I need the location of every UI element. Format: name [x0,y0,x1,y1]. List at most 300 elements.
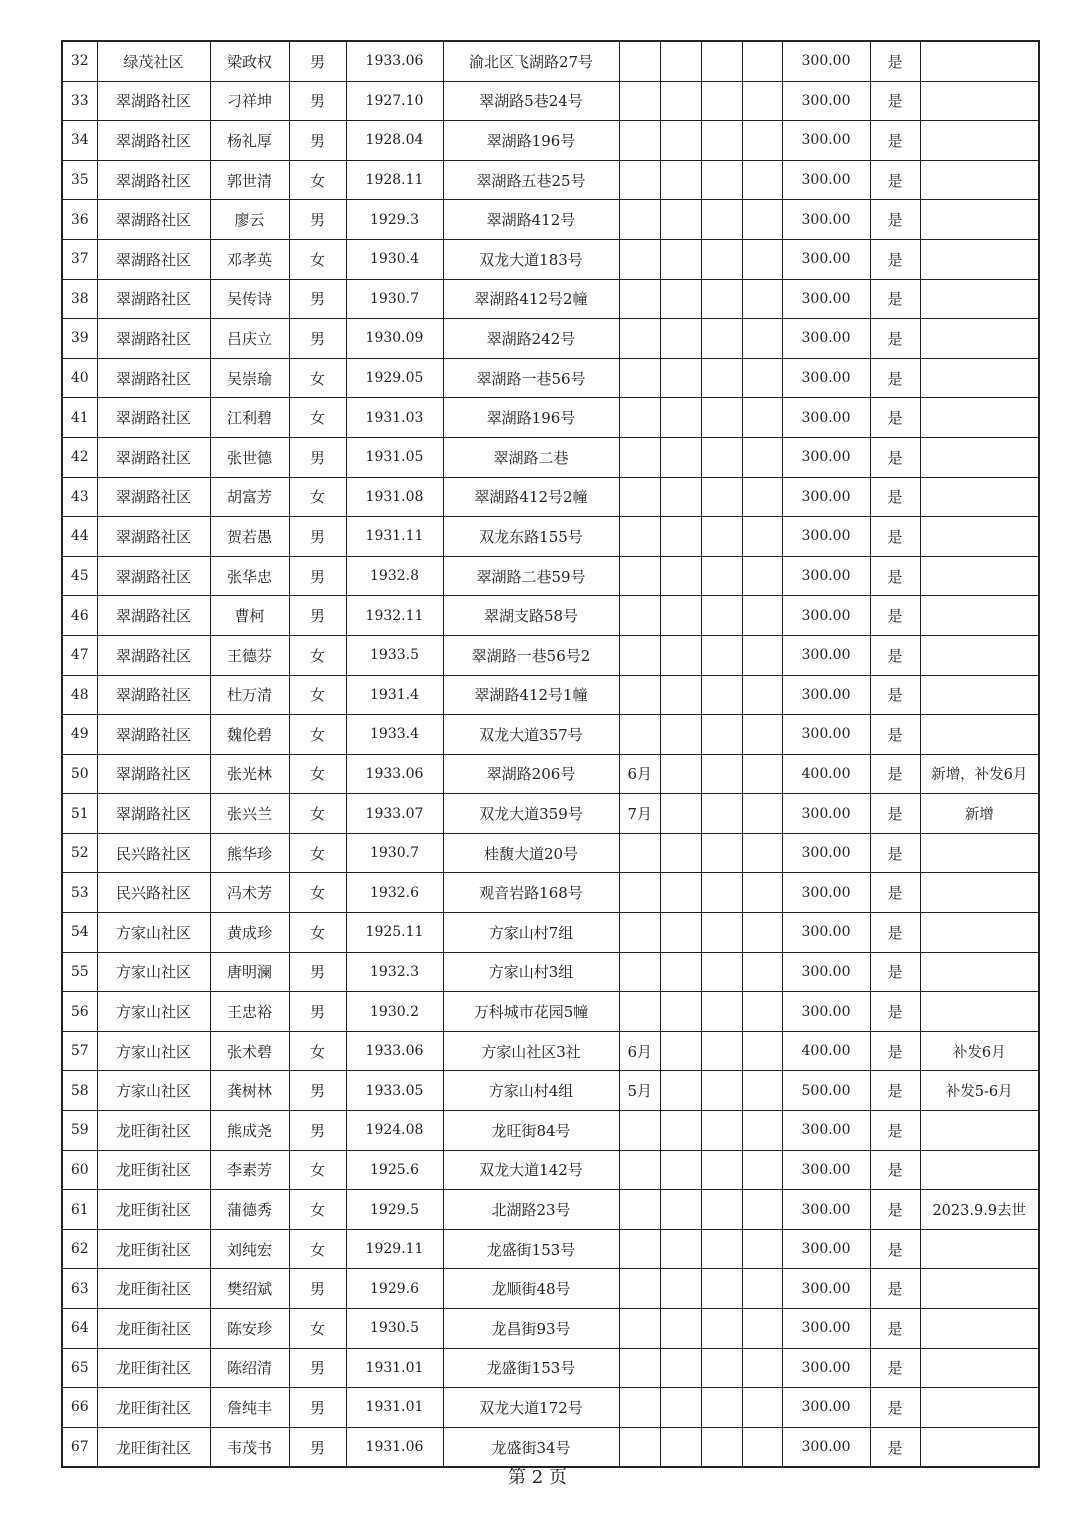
cell-empty [701,200,742,240]
table-row [62,556,1039,596]
cell-birth-date: 1933.06 [346,41,443,81]
cell-name: 熊华珍 [210,833,289,873]
cell-gender: 女 [289,477,346,517]
cell-name: 吴崇瑜 [210,358,289,398]
cell-empty [660,1269,701,1309]
cell-address: 翠湖路一巷56号 [443,358,619,398]
cell-qualified: 是 [870,81,920,121]
cell-address: 翠湖路二巷59号 [443,556,619,596]
cell-amount: 300.00 [782,1190,870,1230]
cell-qualified: 是 [870,200,920,240]
cell-empty [742,754,782,794]
table-row [62,873,1039,913]
cell-note [920,596,1039,636]
cell-community: 龙旺街社区 [97,1229,210,1269]
cell-name: 邓孝英 [210,239,289,279]
cell-name: 龚树林 [210,1071,289,1111]
cell-qualified: 是 [870,1427,920,1467]
cell-amount: 300.00 [782,81,870,121]
cell-start-month [619,1190,660,1230]
cell-row-number: 52 [62,833,97,873]
cell-birth-date: 1933.4 [346,715,443,755]
cell-birth-date: 1925.6 [346,1150,443,1190]
cell-note [920,358,1039,398]
cell-empty [742,556,782,596]
cell-qualified: 是 [870,398,920,438]
cell-birth-date: 1932.11 [346,596,443,636]
cell-birth-date: 1932.3 [346,952,443,992]
cell-row-number: 59 [62,1111,97,1151]
cell-note [920,41,1039,81]
cell-start-month [619,358,660,398]
cell-empty [660,635,701,675]
cell-empty [701,319,742,359]
cell-row-number: 34 [62,121,97,161]
cell-address: 翠湖路一巷56号2 [443,635,619,675]
cell-name: 胡富芳 [210,477,289,517]
cell-empty [701,833,742,873]
cell-birth-date: 1928.11 [346,160,443,200]
cell-start-month [619,556,660,596]
cell-birth-date: 1930.2 [346,992,443,1032]
cell-community: 翠湖路社区 [97,319,210,359]
cell-community: 方家山社区 [97,1031,210,1071]
cell-start-month [619,675,660,715]
cell-empty [742,358,782,398]
cell-empty [701,160,742,200]
cell-empty [742,41,782,81]
cell-gender: 女 [289,358,346,398]
cell-empty [742,833,782,873]
cell-name: 梁政权 [210,41,289,81]
cell-empty [701,635,742,675]
cell-row-number: 45 [62,556,97,596]
cell-gender: 女 [289,794,346,834]
cell-empty [701,437,742,477]
table-row [62,952,1039,992]
cell-amount: 300.00 [782,873,870,913]
cell-row-number: 32 [62,41,97,81]
cell-note [920,992,1039,1032]
table-row [62,279,1039,319]
cell-community: 方家山社区 [97,913,210,953]
cell-community: 方家山社区 [97,1071,210,1111]
cell-note: 2023.9.9去世 [920,1190,1039,1230]
cell-empty [701,596,742,636]
cell-empty [701,1348,742,1388]
cell-community: 龙旺街社区 [97,1150,210,1190]
cell-gender: 男 [289,41,346,81]
cell-name: 曹柯 [210,596,289,636]
cell-empty [660,873,701,913]
cell-empty [660,1190,701,1230]
cell-birth-date: 1933.07 [346,794,443,834]
cell-amount: 300.00 [782,715,870,755]
cell-community: 翠湖路社区 [97,279,210,319]
cell-row-number: 66 [62,1388,97,1428]
cell-empty [660,121,701,161]
cell-empty [701,1031,742,1071]
cell-gender: 男 [289,1388,346,1428]
cell-amount: 300.00 [782,1388,870,1428]
cell-community: 翠湖路社区 [97,754,210,794]
cell-community: 翠湖路社区 [97,200,210,240]
cell-community: 翠湖路社区 [97,358,210,398]
table-row [62,1348,1039,1388]
cell-empty [701,239,742,279]
cell-qualified: 是 [870,675,920,715]
cell-name: 王德芬 [210,635,289,675]
cell-row-number: 37 [62,239,97,279]
cell-community: 龙旺街社区 [97,1427,210,1467]
cell-empty [742,477,782,517]
cell-name: 黄成珍 [210,913,289,953]
cell-gender: 男 [289,279,346,319]
cell-address: 翠湖支路58号 [443,596,619,636]
cell-name: 詹纯丰 [210,1388,289,1428]
cell-empty [701,754,742,794]
cell-row-number: 58 [62,1071,97,1111]
cell-name: 熊成尧 [210,1111,289,1151]
cell-name: 郭世清 [210,160,289,200]
cell-empty [660,992,701,1032]
cell-address: 方家山社区3社 [443,1031,619,1071]
table-row [62,437,1039,477]
cell-empty [742,596,782,636]
cell-community: 翠湖路社区 [97,160,210,200]
cell-gender: 女 [289,873,346,913]
cell-birth-date: 1933.05 [346,1071,443,1111]
cell-empty [701,873,742,913]
cell-start-month: 7月 [619,794,660,834]
cell-row-number: 43 [62,477,97,517]
cell-community: 翠湖路社区 [97,635,210,675]
cell-address: 双龙东路155号 [443,517,619,557]
cell-qualified: 是 [870,754,920,794]
cell-birth-date: 1931.06 [346,1427,443,1467]
cell-empty [742,1190,782,1230]
cell-qualified: 是 [870,1269,920,1309]
cell-amount: 300.00 [782,952,870,992]
cell-note [920,1269,1039,1309]
cell-note [920,1427,1039,1467]
cell-row-number: 67 [62,1427,97,1467]
cell-empty [742,398,782,438]
cell-empty [742,1269,782,1309]
cell-empty [701,992,742,1032]
cell-row-number: 48 [62,675,97,715]
cell-empty [742,81,782,121]
cell-address: 龙盛街34号 [443,1427,619,1467]
cell-qualified: 是 [870,358,920,398]
cell-amount: 300.00 [782,833,870,873]
cell-note [920,437,1039,477]
cell-empty [742,279,782,319]
cell-row-number: 60 [62,1150,97,1190]
table-row [62,754,1039,794]
cell-name: 刘纯宏 [210,1229,289,1269]
cell-empty [742,635,782,675]
cell-empty [660,1348,701,1388]
cell-empty [660,1031,701,1071]
cell-birth-date: 1929.5 [346,1190,443,1230]
cell-empty [701,81,742,121]
cell-gender: 男 [289,121,346,161]
cell-empty [742,319,782,359]
cell-row-number: 36 [62,200,97,240]
cell-gender: 女 [289,913,346,953]
cell-empty [742,239,782,279]
cell-name: 贺若愚 [210,517,289,557]
cell-qualified: 是 [870,1190,920,1230]
table-row [62,715,1039,755]
cell-community: 龙旺街社区 [97,1190,210,1230]
cell-gender: 男 [289,81,346,121]
cell-empty [660,477,701,517]
cell-empty [742,121,782,161]
cell-empty [742,1309,782,1349]
cell-gender: 男 [289,1111,346,1151]
cell-gender: 女 [289,635,346,675]
cell-amount: 300.00 [782,1348,870,1388]
cell-name: 魏伦碧 [210,715,289,755]
table-row [62,160,1039,200]
cell-address: 双龙大道172号 [443,1388,619,1428]
cell-birth-date: 1932.8 [346,556,443,596]
cell-name: 唐明澜 [210,952,289,992]
cell-empty [742,1348,782,1388]
cell-qualified: 是 [870,992,920,1032]
cell-address: 龙盛街153号 [443,1348,619,1388]
cell-amount: 300.00 [782,477,870,517]
cell-note [920,517,1039,557]
cell-gender: 男 [289,556,346,596]
cell-qualified: 是 [870,1348,920,1388]
cell-empty [660,833,701,873]
cell-qualified: 是 [870,121,920,161]
data-table [61,40,1040,1468]
cell-row-number: 63 [62,1269,97,1309]
cell-community: 龙旺街社区 [97,1269,210,1309]
cell-name: 韦茂书 [210,1427,289,1467]
cell-start-month [619,1388,660,1428]
cell-gender: 女 [289,833,346,873]
cell-start-month [619,715,660,755]
cell-birth-date: 1933.06 [346,1031,443,1071]
cell-amount: 300.00 [782,1229,870,1269]
cell-address: 龙旺街84号 [443,1111,619,1151]
table-row [62,1427,1039,1467]
cell-empty [742,675,782,715]
cell-start-month: 6月 [619,1031,660,1071]
cell-start-month [619,398,660,438]
cell-amount: 300.00 [782,635,870,675]
cell-start-month [619,1269,660,1309]
table-row [62,517,1039,557]
cell-row-number: 47 [62,635,97,675]
cell-amount: 300.00 [782,1111,870,1151]
cell-empty [660,437,701,477]
cell-empty [742,715,782,755]
cell-row-number: 40 [62,358,97,398]
cell-amount: 300.00 [782,1269,870,1309]
cell-empty [742,1388,782,1428]
cell-gender: 男 [289,596,346,636]
cell-empty [701,794,742,834]
cell-amount: 300.00 [782,1309,870,1349]
cell-birth-date: 1933.5 [346,635,443,675]
cell-start-month [619,319,660,359]
cell-empty [660,556,701,596]
cell-qualified: 是 [870,477,920,517]
cell-note [920,833,1039,873]
cell-amount: 300.00 [782,1150,870,1190]
cell-empty [660,1071,701,1111]
table-row [62,398,1039,438]
cell-empty [701,1190,742,1230]
cell-note [920,1348,1039,1388]
cell-empty [742,992,782,1032]
cell-note [920,1388,1039,1428]
cell-row-number: 35 [62,160,97,200]
cell-birth-date: 1929.11 [346,1229,443,1269]
cell-qualified: 是 [870,1309,920,1349]
cell-community: 龙旺街社区 [97,1348,210,1388]
cell-name: 张术碧 [210,1031,289,1071]
cell-qualified: 是 [870,1229,920,1269]
cell-empty [701,1269,742,1309]
cell-start-month [619,200,660,240]
cell-empty [742,873,782,913]
cell-amount: 400.00 [782,754,870,794]
cell-row-number: 53 [62,873,97,913]
table-row [62,200,1039,240]
cell-empty [701,398,742,438]
cell-qualified: 是 [870,952,920,992]
cell-start-month [619,1427,660,1467]
cell-empty [660,754,701,794]
cell-gender: 男 [289,1427,346,1467]
cell-note [920,160,1039,200]
cell-name: 张光林 [210,754,289,794]
cell-empty [660,952,701,992]
cell-start-month [619,81,660,121]
cell-qualified: 是 [870,437,920,477]
cell-empty [660,1111,701,1151]
cell-name: 吕庆立 [210,319,289,359]
cell-amount: 300.00 [782,675,870,715]
cell-amount: 300.00 [782,121,870,161]
cell-amount: 300.00 [782,992,870,1032]
cell-start-month [619,873,660,913]
cell-note: 新增 [920,794,1039,834]
cell-qualified: 是 [870,239,920,279]
cell-name: 江利碧 [210,398,289,438]
cell-empty [660,517,701,557]
table-row [62,833,1039,873]
cell-name: 吴传诗 [210,279,289,319]
cell-empty [742,1031,782,1071]
cell-address: 翠湖路412号 [443,200,619,240]
cell-community: 龙旺街社区 [97,1309,210,1349]
cell-address: 翠湖路196号 [443,398,619,438]
cell-amount: 300.00 [782,239,870,279]
cell-empty [701,517,742,557]
cell-name: 张华忠 [210,556,289,596]
table-row [62,794,1039,834]
cell-gender: 女 [289,1150,346,1190]
table-row [62,1071,1039,1111]
cell-note [920,715,1039,755]
cell-row-number: 33 [62,81,97,121]
cell-community: 龙旺街社区 [97,1388,210,1428]
cell-amount: 300.00 [782,319,870,359]
cell-qualified: 是 [870,1388,920,1428]
table-row [62,1229,1039,1269]
cell-start-month [619,517,660,557]
table-row [62,477,1039,517]
table-row [62,596,1039,636]
cell-row-number: 44 [62,517,97,557]
cell-name: 张世德 [210,437,289,477]
cell-address: 翠湖路206号 [443,754,619,794]
cell-birth-date: 1929.6 [346,1269,443,1309]
table-row [62,1388,1039,1428]
cell-start-month [619,160,660,200]
cell-empty [701,675,742,715]
cell-empty [742,952,782,992]
cell-qualified: 是 [870,279,920,319]
cell-empty [701,952,742,992]
cell-empty [701,477,742,517]
cell-gender: 男 [289,1071,346,1111]
cell-row-number: 64 [62,1309,97,1349]
cell-qualified: 是 [870,1150,920,1190]
cell-name: 张兴兰 [210,794,289,834]
cell-note: 补发5-6月 [920,1071,1039,1111]
cell-empty [701,279,742,319]
cell-row-number: 38 [62,279,97,319]
cell-gender: 男 [289,1348,346,1388]
cell-row-number: 54 [62,913,97,953]
cell-birth-date: 1933.06 [346,754,443,794]
cell-start-month [619,239,660,279]
cell-gender: 男 [289,517,346,557]
cell-gender: 女 [289,1309,346,1349]
cell-community: 民兴路社区 [97,873,210,913]
cell-note [920,913,1039,953]
cell-qualified: 是 [870,1071,920,1111]
cell-amount: 300.00 [782,794,870,834]
cell-empty [742,913,782,953]
cell-note [920,1150,1039,1190]
cell-empty [660,1150,701,1190]
cell-empty [701,715,742,755]
cell-name: 樊绍斌 [210,1269,289,1309]
cell-qualified: 是 [870,635,920,675]
cell-note [920,81,1039,121]
cell-qualified: 是 [870,1111,920,1151]
cell-start-month [619,992,660,1032]
cell-gender: 女 [289,160,346,200]
cell-qualified: 是 [870,913,920,953]
cell-start-month [619,1309,660,1349]
cell-empty [660,1309,701,1349]
cell-address: 万科城市花园5幢 [443,992,619,1032]
cell-community: 翠湖路社区 [97,437,210,477]
cell-empty [701,358,742,398]
cell-birth-date: 1930.7 [346,833,443,873]
